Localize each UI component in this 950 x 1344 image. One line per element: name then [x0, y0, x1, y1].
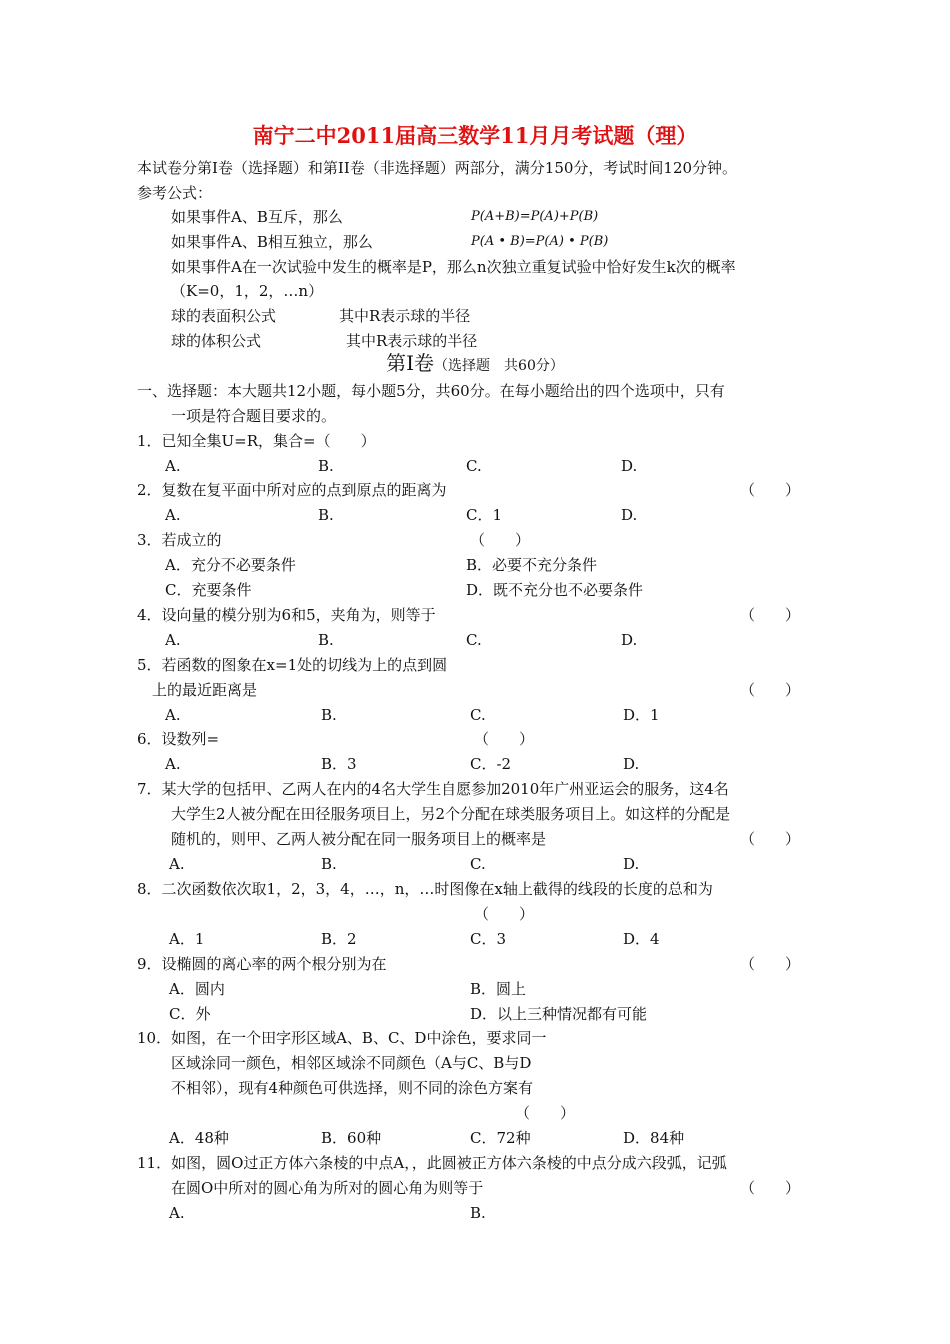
q3-answer-paren: （ ）: [470, 531, 531, 549]
q3-option-b: B．必要不充分条件: [466, 556, 598, 574]
q1-option-d: D.: [621, 457, 638, 475]
q5-option-c: C.: [470, 706, 486, 724]
formula-3-cont: （K=0，1，2，…n）: [171, 282, 324, 300]
q10-answer-paren: （ ）: [515, 1104, 576, 1122]
formula-1-text: 如果事件A、B互斥，那么: [171, 208, 343, 226]
q1-option-b: B.: [318, 457, 334, 475]
q6-option-a: A.: [165, 755, 181, 773]
q4-option-b: B.: [318, 631, 334, 649]
q1-stem: 1．已知全集U=R，集合=（ ）: [137, 432, 376, 450]
q2-option-c: C．1: [466, 506, 503, 524]
q8-option-d: D．4: [623, 930, 660, 948]
q3-stem: 3．若成立的: [137, 531, 222, 549]
part1-instructions-1: 一、选择题：本大题共12小题，每小题5分，共60分。在每小题给出的四个选项中，只有: [137, 382, 725, 400]
q7-option-c: C.: [470, 855, 486, 873]
q7-option-d: D.: [623, 855, 640, 873]
sphere-area-label: 球的表面积公式: [171, 307, 277, 325]
q9-option-b: B．圆上: [470, 980, 527, 998]
q10-option-b: B．60种: [321, 1129, 382, 1147]
q11-stem-1: 11．如图，圆O过正方体六条棱的中点A，，此圆被正方体六条棱的中点分成六段弧，记弧: [137, 1154, 727, 1172]
q11-stem-2: 在圆O中所对的圆心角为所对的圆心角为则等于: [171, 1179, 484, 1197]
sphere-area-note: 其中R表示球的半径: [339, 307, 471, 325]
q5-stem-1: 5．若函数的图象在x=1处的切线为上的点到圆: [137, 656, 448, 674]
q9-option-d: D．以上三种情况都有可能: [470, 1005, 648, 1023]
formula-3-text: 如果事件A在一次试验中发生的概率是P，那么n次独立重复试验中恰好发生k次的概率: [171, 258, 736, 276]
q5-option-b: B.: [321, 706, 337, 724]
intro-text: 本试卷分第Ⅰ卷（选择题）和第II卷（非选择题）两部分，满分150分，考试时间120分钟。: [137, 159, 738, 177]
q3-option-c: C．充要条件: [165, 581, 252, 599]
reference-label: 参考公式：: [137, 184, 213, 202]
q7-option-b: B.: [321, 855, 337, 873]
q9-stem: 9．设椭圆的离心率的两个根分别为在: [137, 955, 387, 973]
q1-option-c: C.: [466, 457, 482, 475]
q1-option-a: A.: [165, 457, 181, 475]
q9-answer-paren: （ ）: [740, 955, 801, 973]
q4-option-a: A.: [165, 631, 181, 649]
q4-option-c: C.: [466, 631, 482, 649]
formula-2-text: 如果事件A、B相互独立，那么: [171, 233, 373, 251]
q10-option-a: A．48种: [169, 1129, 229, 1147]
sphere-volume-label: 球的体积公式: [171, 332, 262, 350]
q8-answer-paren: （ ）: [474, 905, 535, 923]
q5-stem-2: 上的最近距离是: [152, 681, 258, 699]
q2-answer-paren: （ ）: [740, 481, 801, 499]
q8-option-c: C．3: [470, 930, 507, 948]
q6-option-c: C．-2: [470, 755, 512, 773]
q10-option-d: D．84种: [623, 1129, 685, 1147]
q11-answer-paren: （ ）: [740, 1179, 801, 1197]
sphere-volume-note: 其中R表示球的半径: [346, 332, 478, 350]
q6-stem: 6．设数列=: [137, 730, 220, 748]
q10-stem-1: 10．如图，在一个田字形区域A、B、C、D中涂色，要求同一: [137, 1029, 547, 1047]
section-heading-main: 第Ⅰ卷: [386, 351, 435, 375]
q2-option-d: D.: [621, 506, 638, 524]
q5-answer-paren: （ ）: [740, 681, 801, 699]
q10-stem-2: 区域涂同一颜色，相邻区域涂不同颜色（A与C、B与D: [171, 1054, 532, 1072]
q9-option-c: C．外: [169, 1005, 211, 1023]
q8-stem: 8．二次函数依次取1，2，3，4，…，n，…时图像在x轴上截得的线段的长度的总和为: [137, 880, 713, 898]
q7-answer-paren: （ ）: [740, 830, 801, 848]
q4-answer-paren: （ ）: [740, 606, 801, 624]
q8-option-b: B．2: [321, 930, 357, 948]
q5-option-a: A.: [165, 706, 181, 724]
q11-option-b: B.: [470, 1204, 486, 1222]
q2-option-b: B.: [318, 506, 334, 524]
section-heading-sub: （选择题 共60分）: [434, 358, 564, 374]
q8-option-a: A．1: [169, 930, 205, 948]
q6-option-d: D.: [623, 755, 640, 773]
q4-stem: 4．设向量的模分别为6和5，夹角为，则等于: [137, 606, 436, 624]
q3-option-d: D．既不充分也不必要条件: [466, 581, 644, 599]
part1-instructions-2: 一项是符合题目要求的。: [171, 407, 337, 425]
section-heading: [0, 350, 950, 379]
page-title: 南宁二中2011届高三数学11月月考试题（理）: [252, 123, 698, 148]
q4-option-d: D.: [621, 631, 638, 649]
q2-option-a: A.: [165, 506, 181, 524]
q6-option-b: B．3: [321, 755, 357, 773]
q9-option-a: A．圆内: [169, 980, 225, 998]
q3-option-a: A．充分不必要条件: [165, 556, 296, 574]
q6-answer-paren: （ ）: [474, 730, 535, 748]
q10-stem-3: 不相邻），现有4种颜色可供选择，则不同的涂色方案有: [171, 1079, 534, 1097]
q7-stem-3: 随机的，则甲、乙两人被分配在同一服务项目上的概率是: [171, 830, 547, 848]
q7-stem-2: 大学生2人被分配在田径服务项目上，另2个分配在球类服务项目上。如这样的分配是: [171, 805, 731, 823]
q11-option-a: A.: [169, 1204, 185, 1222]
q2-stem: 2．复数在复平面中所对应的点到原点的距离为: [137, 481, 447, 499]
q7-option-a: A.: [169, 855, 185, 873]
formula-1-expr: P(A+B)=P(A)+P(B): [471, 209, 599, 224]
q10-option-c: C．72种: [470, 1129, 531, 1147]
q7-stem-1: 7．某大学的包括甲、乙两人在内的4名大学生自愿参加2010年广州亚运会的服务，这4名: [137, 780, 729, 798]
formula-2-expr: P(A • B)=P(A) • P(B): [471, 234, 609, 249]
q5-option-d: D．1: [623, 706, 660, 724]
